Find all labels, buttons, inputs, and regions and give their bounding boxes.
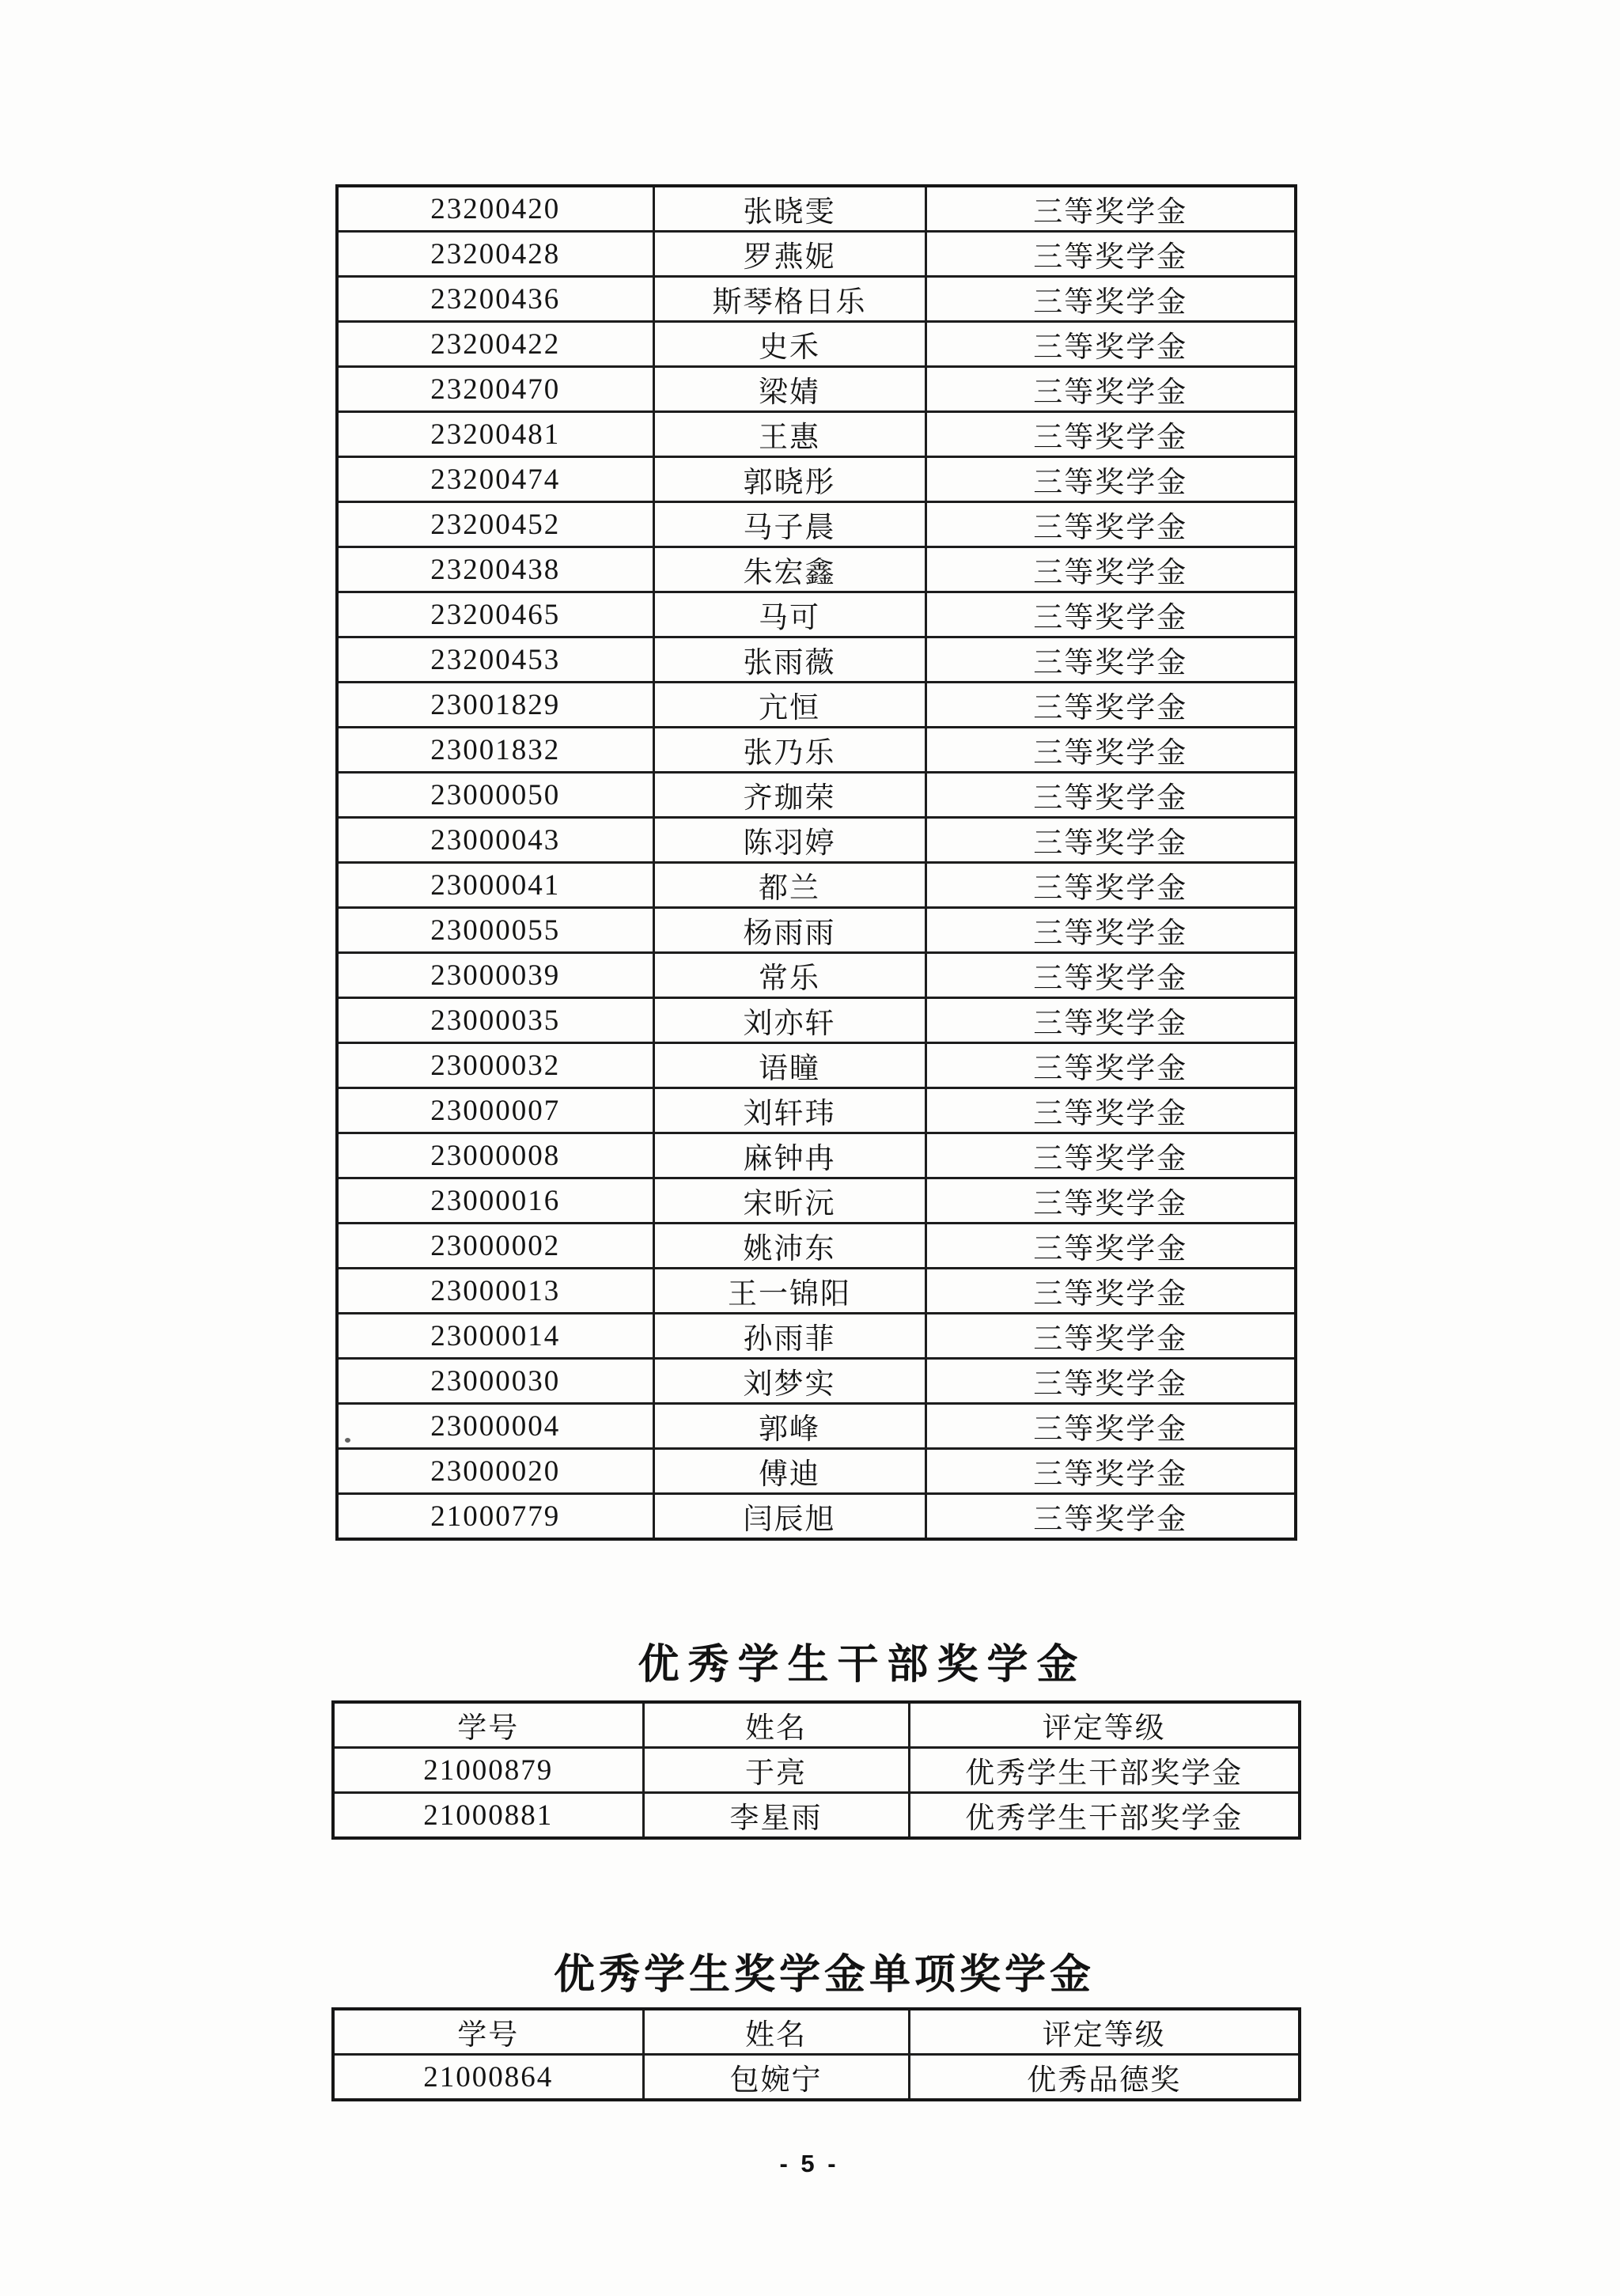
table-cell: 史禾 bbox=[653, 322, 925, 367]
table-cell: 23000043 bbox=[337, 818, 653, 863]
table-cell: 优秀品德奖 bbox=[909, 2055, 1300, 2101]
table-row bbox=[333, 1748, 1300, 1793]
table-row bbox=[337, 1359, 1296, 1404]
table-cell: 23200465 bbox=[337, 592, 653, 637]
table-cell: 三等奖学金 bbox=[925, 457, 1296, 502]
table-cell: 三等奖学金 bbox=[925, 953, 1296, 998]
table-row bbox=[337, 1088, 1296, 1133]
table-cell: 三等奖学金 bbox=[925, 998, 1296, 1043]
table-row bbox=[337, 1449, 1296, 1494]
table-header-row bbox=[333, 2009, 1300, 2055]
table-cell: 三等奖学金 bbox=[925, 1314, 1296, 1359]
table-cell: 常乐 bbox=[653, 953, 925, 998]
table-cell: 21000864 bbox=[333, 2055, 643, 2101]
table-cell: 张雨薇 bbox=[653, 637, 925, 683]
table-row bbox=[333, 1793, 1300, 1839]
table-row bbox=[337, 818, 1296, 863]
table-header-row bbox=[333, 1702, 1300, 1748]
table-cell: 21000779 bbox=[337, 1494, 653, 1540]
table-row bbox=[337, 592, 1296, 637]
table-cell: 朱宏鑫 bbox=[653, 547, 925, 592]
table-cell: 李星雨 bbox=[643, 1793, 909, 1839]
table-cell: 23200453 bbox=[337, 637, 653, 683]
table-row bbox=[337, 1494, 1296, 1540]
table-cell: 郭峰 bbox=[653, 1404, 925, 1449]
table-cell: 三等奖学金 bbox=[925, 1449, 1296, 1494]
table-cell: 宋昕沅 bbox=[653, 1178, 925, 1224]
table-row bbox=[337, 908, 1296, 953]
table-cell: 语瞳 bbox=[653, 1043, 925, 1088]
table-cell: 包婉宁 bbox=[643, 2055, 909, 2101]
table-cell: 都兰 bbox=[653, 863, 925, 908]
table-cell: 23200436 bbox=[337, 277, 653, 322]
table-cell: 三等奖学金 bbox=[925, 818, 1296, 863]
table-row bbox=[337, 773, 1296, 818]
table-cell: 23000050 bbox=[337, 773, 653, 818]
table-row bbox=[337, 186, 1296, 232]
table-cell: 斯琴格日乐 bbox=[653, 277, 925, 322]
scan-speck bbox=[345, 1438, 350, 1443]
table-cell: 王惠 bbox=[653, 412, 925, 457]
table-cell: 23000041 bbox=[337, 863, 653, 908]
table-cell: 三等奖学金 bbox=[925, 1404, 1296, 1449]
table-cell: 马可 bbox=[653, 592, 925, 637]
table-cell: 23000004 bbox=[337, 1404, 653, 1449]
table-row bbox=[337, 412, 1296, 457]
table-cell: 23000007 bbox=[337, 1088, 653, 1133]
third-class-scholarship-table-body bbox=[337, 186, 1296, 1539]
table-row bbox=[337, 683, 1296, 728]
table-cell: 闫辰旭 bbox=[653, 1494, 925, 1540]
table-cell: 张晓雯 bbox=[653, 186, 925, 232]
table-cell: 三等奖学金 bbox=[925, 908, 1296, 953]
table-row bbox=[337, 1224, 1296, 1269]
section-title-outstanding-student-cadre-scholarship: 优秀学生干部奖学金 bbox=[638, 1643, 1087, 1688]
table-cell: 三等奖学金 bbox=[925, 1133, 1296, 1178]
table-cell: 亢恒 bbox=[653, 683, 925, 728]
table-cell: 三等奖学金 bbox=[925, 1088, 1296, 1133]
table-cell: 三等奖学金 bbox=[925, 728, 1296, 773]
table-cell: 三等奖学金 bbox=[925, 412, 1296, 457]
table-row bbox=[337, 998, 1296, 1043]
table-cell: 23200422 bbox=[337, 322, 653, 367]
table-cell: 23000030 bbox=[337, 1359, 653, 1404]
table-row bbox=[337, 502, 1296, 547]
table-cell: 23000002 bbox=[337, 1224, 653, 1269]
table-cell: 刘梦实 bbox=[653, 1359, 925, 1404]
table-row bbox=[337, 277, 1296, 322]
table-row bbox=[333, 1702, 1300, 1748]
table-row bbox=[333, 2055, 1300, 2101]
table-cell: 23000035 bbox=[337, 998, 653, 1043]
column-header-award-level: 评定等级 bbox=[909, 2009, 1300, 2055]
table-cell: 三等奖学金 bbox=[925, 322, 1296, 367]
column-header-award-level: 评定等级 bbox=[909, 1702, 1300, 1748]
table-cell: 三等奖学金 bbox=[925, 232, 1296, 277]
table-cell: 三等奖学金 bbox=[925, 1269, 1296, 1314]
table-cell: 陈羽婷 bbox=[653, 818, 925, 863]
table-row bbox=[337, 1404, 1296, 1449]
table-cell: 于亮 bbox=[643, 1748, 909, 1793]
table-cell: 三等奖学金 bbox=[925, 367, 1296, 412]
table-row bbox=[337, 457, 1296, 502]
table-cell: 三等奖学金 bbox=[925, 502, 1296, 547]
table-cell: 23200452 bbox=[337, 502, 653, 547]
table-cell: 三等奖学金 bbox=[925, 1043, 1296, 1088]
table-cell: 三等奖学金 bbox=[925, 637, 1296, 683]
table-row bbox=[337, 1178, 1296, 1224]
table-cell: 23000020 bbox=[337, 1449, 653, 1494]
single-item-scholarship-table bbox=[331, 2007, 1301, 2101]
table-row bbox=[333, 2009, 1300, 2055]
table-row bbox=[337, 322, 1296, 367]
table-cell: 23000016 bbox=[337, 1178, 653, 1224]
table-row bbox=[337, 1269, 1296, 1314]
column-header-name: 姓名 bbox=[643, 2009, 909, 2055]
column-header-student-id: 学号 bbox=[333, 2009, 643, 2055]
single-item-scholarship-table-body bbox=[333, 2055, 1300, 2101]
table-cell: 傅迪 bbox=[653, 1449, 925, 1494]
table-row bbox=[337, 367, 1296, 412]
table-cell: 三等奖学金 bbox=[925, 1178, 1296, 1224]
table-row bbox=[337, 863, 1296, 908]
table-row bbox=[337, 1314, 1296, 1359]
table-cell: 马子晨 bbox=[653, 502, 925, 547]
table-cell: 优秀学生干部奖学金 bbox=[909, 1748, 1300, 1793]
table-cell: 刘轩玮 bbox=[653, 1088, 925, 1133]
table-cell: 23200474 bbox=[337, 457, 653, 502]
table-cell: 23200420 bbox=[337, 186, 653, 232]
table-cell: 姚沛东 bbox=[653, 1224, 925, 1269]
table-row bbox=[337, 1133, 1296, 1178]
table-cell: 三等奖学金 bbox=[925, 592, 1296, 637]
table-cell: 杨雨雨 bbox=[653, 908, 925, 953]
table-cell: 21000881 bbox=[333, 1793, 643, 1839]
table-cell: 优秀学生干部奖学金 bbox=[909, 1793, 1300, 1839]
table-cell: 张乃乐 bbox=[653, 728, 925, 773]
table-cell: 23000014 bbox=[337, 1314, 653, 1359]
table-cell: 23000013 bbox=[337, 1269, 653, 1314]
table-cell: 孙雨菲 bbox=[653, 1314, 925, 1359]
table-row bbox=[337, 547, 1296, 592]
table-cell: 三等奖学金 bbox=[925, 547, 1296, 592]
table-cell: 23000055 bbox=[337, 908, 653, 953]
table-cell: 郭晓彤 bbox=[653, 457, 925, 502]
table-cell: 罗燕妮 bbox=[653, 232, 925, 277]
table-cell: 三等奖学金 bbox=[925, 277, 1296, 322]
table-cell: 23000039 bbox=[337, 953, 653, 998]
table-cell: 23200428 bbox=[337, 232, 653, 277]
section-title-outstanding-student-single-item-scholarship: 优秀学生奖学金单项奖学金 bbox=[553, 1953, 1096, 1998]
table-cell: 三等奖学金 bbox=[925, 863, 1296, 908]
table-row bbox=[337, 1043, 1296, 1088]
table-cell: 三等奖学金 bbox=[925, 1359, 1296, 1404]
table-row bbox=[337, 728, 1296, 773]
table-cell: 23001829 bbox=[337, 683, 653, 728]
table-cell: 23000008 bbox=[337, 1133, 653, 1178]
table-cell: 刘亦轩 bbox=[653, 998, 925, 1043]
table-cell: 梁婧 bbox=[653, 367, 925, 412]
table-row bbox=[337, 637, 1296, 683]
table-cell: 三等奖学金 bbox=[925, 683, 1296, 728]
table-cell: 23200470 bbox=[337, 367, 653, 412]
outstanding-student-cadre-scholarship-table bbox=[331, 1700, 1301, 1840]
column-header-name: 姓名 bbox=[643, 1702, 909, 1748]
table-row bbox=[337, 232, 1296, 277]
table-cell: 王一锦阳 bbox=[653, 1269, 925, 1314]
table-row bbox=[337, 953, 1296, 998]
table-cell: 23001832 bbox=[337, 728, 653, 773]
table-cell: 三等奖学金 bbox=[925, 773, 1296, 818]
page-number: - 5 - bbox=[779, 2150, 839, 2177]
table-cell: 麻钟冉 bbox=[653, 1133, 925, 1178]
table-cell: 23200438 bbox=[337, 547, 653, 592]
third-class-scholarship-table bbox=[335, 184, 1297, 1541]
table-cell: 齐珈荣 bbox=[653, 773, 925, 818]
table-cell: 23000032 bbox=[337, 1043, 653, 1088]
table-cell: 三等奖学金 bbox=[925, 1224, 1296, 1269]
table-cell: 21000879 bbox=[333, 1748, 643, 1793]
table-cell: 23200481 bbox=[337, 412, 653, 457]
column-header-student-id: 学号 bbox=[333, 1702, 643, 1748]
table-cell: 三等奖学金 bbox=[925, 1494, 1296, 1540]
table-cell: 三等奖学金 bbox=[925, 186, 1296, 232]
outstanding-student-cadre-table-body bbox=[333, 1748, 1300, 1839]
